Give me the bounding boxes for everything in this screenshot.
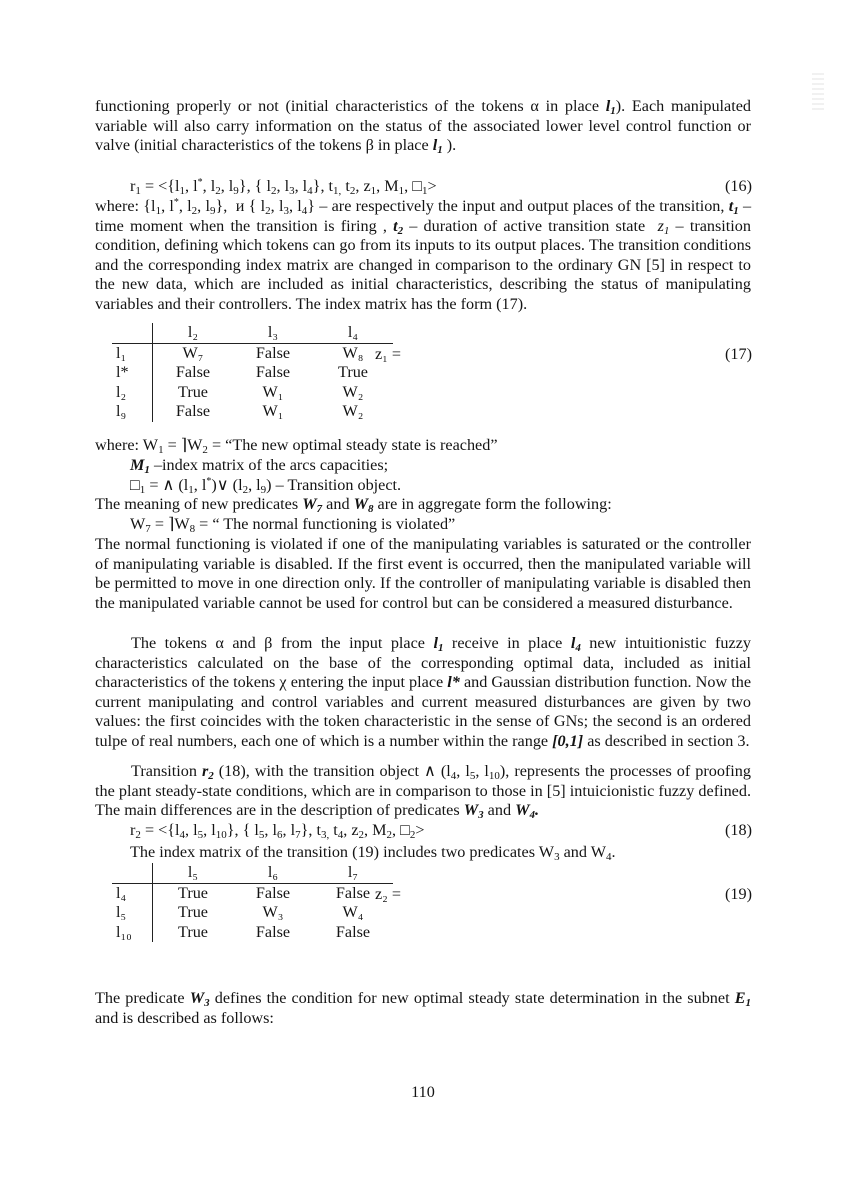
scan-artifact — [812, 70, 824, 110]
page-number: 110 — [411, 1083, 435, 1101]
matrix-col-header: l₅ — [153, 863, 234, 883]
matrix-cell: True — [178, 903, 208, 922]
sub: 1 — [610, 105, 616, 117]
matrix-row-header: l₂ — [112, 383, 153, 403]
text: ). Each manipulated — [615, 97, 751, 115]
text: functioning properly or not (initial characteristics of the tokens α in place — [95, 97, 606, 115]
text: valve (initial characteristics of the tokens β in place — [95, 136, 433, 155]
matrix-cell: False — [255, 883, 291, 902]
matrix-row — [112, 883, 393, 903]
matrix-row-header: l₁ — [112, 343, 153, 363]
var: l — [432, 136, 438, 155]
matrix-cell: False — [175, 363, 211, 382]
text: variable will also carry information on the status of the associated lower level control function or — [95, 116, 751, 135]
w7-definition: $W_7$ = $⌉W_8$ = “ The normal functioning is violated” — [130, 515, 456, 535]
equation-16: $r_1 = <\{l_1$, l*, $l_2$, $l_9$}, { $l_2$, $l_3$, $l_4$}, $t_{1,}$ $t_2$, $z_1$, $M_1$, $□_1>$ — [130, 177, 437, 197]
matrix-row — [112, 903, 393, 923]
equation-number-18: (18) — [725, 821, 752, 839]
matrix-row — [112, 383, 393, 403]
matrix-cell: True — [178, 382, 208, 401]
index-matrix-intro: The index matrix of the transition (19) includes two predicates $W_3$ and $W_4$. — [130, 843, 616, 863]
m1-definition: $M_1$ –index matrix of the arcs capacities; — [130, 456, 389, 476]
matrix-cell: False — [255, 343, 291, 362]
matrix-row — [112, 363, 393, 383]
where-w1: where: $W_1$ = $⌉W_2$ = “The new optimal steady state is reached” — [95, 436, 498, 456]
matrix-cell: W₈ — [342, 343, 364, 362]
matrix-header-row — [112, 863, 393, 883]
matrix-cell: W₁ — [262, 382, 284, 401]
matrix-cell: False — [175, 402, 211, 421]
paragraph-transition-r2: Transition $r_2$ (18), with the transition object ∧ ($l_4$, $l_5$, $l_{10}$), represents the processes of proofing the plant steady-state conditions, which are in comparison to those in [5] intuicionistic fuzzy defined. The main differences are in the description of predicates $W_3$ and $W_4$. — [95, 762, 751, 822]
equation-number-16: (16) — [725, 177, 752, 195]
var: l — [605, 97, 611, 115]
matrix-cell: False — [335, 922, 371, 941]
equation-number-17: (17) — [725, 345, 752, 363]
matrix-label-z1: z₁ = — [375, 345, 402, 363]
matrix-col-header: l₇ — [313, 863, 393, 883]
matrix-row — [112, 343, 393, 363]
paragraph-predicate-w3: The predicate $W_3$ defines the condition for new optimal steady state determination in the subnet $E_1$ and is described as follows: — [95, 989, 751, 1027]
meaning-predicates: The meaning of new predicates $W_7$ and $W_8$ are in aggregate form the following: — [95, 495, 612, 515]
sub: 1 — [437, 144, 443, 157]
transition-object-1: $□_1$ = ∧ ($l_1$, l*)∨ ($l_2$, $l_9$) – Transition object. — [130, 476, 402, 496]
matrix-cell: True — [178, 883, 208, 902]
matrix-cell: False — [255, 922, 291, 941]
text: ). — [442, 136, 457, 155]
matrix-cell: True — [338, 363, 368, 382]
matrix-cell: W₂ — [342, 402, 364, 421]
matrix-header-row — [112, 323, 393, 343]
index-matrix-17 — [112, 323, 393, 422]
matrix-row — [112, 402, 393, 422]
matrix-cell: W₇ — [182, 343, 204, 362]
matrix-row-header: l₁₀ — [112, 923, 153, 943]
matrix-corner — [112, 323, 153, 343]
paragraph-tokens-alpha-beta: The tokens α and β from the input place $l_1$ receive in place $l_4$ new intuitionistic fuzzy characteristics calculated on the base of the corresponding optimal data, included as initial characteristics of the tokens χ entering the input place l* and Gaussian distribution function. Now the current manipulating and control variables and current measured disturbances are given by two values: the first coincides with the token characteristic in the sense of GNs; the second is an ordered tulpe of real numbers, each one of which is a number within the range [0,1] as described in section 3. — [95, 634, 752, 750]
matrix-cell: W₄ — [342, 903, 364, 922]
matrix-row-header: l₄ — [112, 883, 153, 903]
paragraph-tokens-intro — [95, 97, 751, 156]
matrix-row-header: l₉ — [112, 402, 153, 422]
equation-18: $r_2 = <\{l_4$, $l_5$, $l_{10}$}, { $l_5$, $l_6$, $l_7$}, $t_{3,}$ $t_4$, $z_2$, $M_2$, $□_2>$ — [130, 821, 425, 841]
matrix-col-header: l₂ — [153, 323, 234, 343]
matrix-cell: W₃ — [262, 903, 284, 922]
matrix-col-header: l₆ — [233, 863, 313, 883]
matrix-row-header: l₅ — [112, 903, 153, 923]
paragraph-where-transition: where: {$l_1$, l*, $l_2$, $l_9$}, и { $l_2$, $l_3$, $l_4$} – are respectively the input and output places of the transition, $t_1$ – time moment when the transition is firing , $t_2$ – duration of active transition state $z_1$ – transition condition, defining which tokens can go from its inputs to its output places. The transition conditions and the corresponding index matrix are changed in comparison to the ordinary GN [5] in respect to the new data, which are included as initial characteristics, describing the status of manipulating variables and their controllers. The index matrix has the form (17). — [95, 197, 752, 313]
matrix-label-z2: z₂ = — [375, 885, 402, 903]
matrix-corner — [112, 863, 153, 883]
equation-number-19: (19) — [725, 885, 752, 903]
matrix-cell: False — [255, 363, 291, 382]
matrix-cell: True — [178, 922, 208, 941]
matrix-cell: False — [335, 883, 371, 902]
matrix-cell: W₁ — [262, 402, 284, 421]
matrix-col-header: l₃ — [233, 323, 313, 343]
matrix-col-header: l₄ — [313, 323, 393, 343]
paragraph-normal-functioning: The normal functioning is violated if one of the manipulating variables is saturated or the controller of manipulating variable is disabled. If the first event is occurred, then the manipulated variable will be permitted to move in one direction only. If the controller of manipulating variable is disabled then the manipulated variable cannot be used for control but can be considered a measured disturbance. — [95, 535, 751, 612]
matrix-cell: W₂ — [342, 382, 364, 401]
matrix-row-header: l* — [112, 363, 153, 383]
index-matrix-19 — [112, 863, 393, 942]
matrix-row — [112, 923, 393, 943]
